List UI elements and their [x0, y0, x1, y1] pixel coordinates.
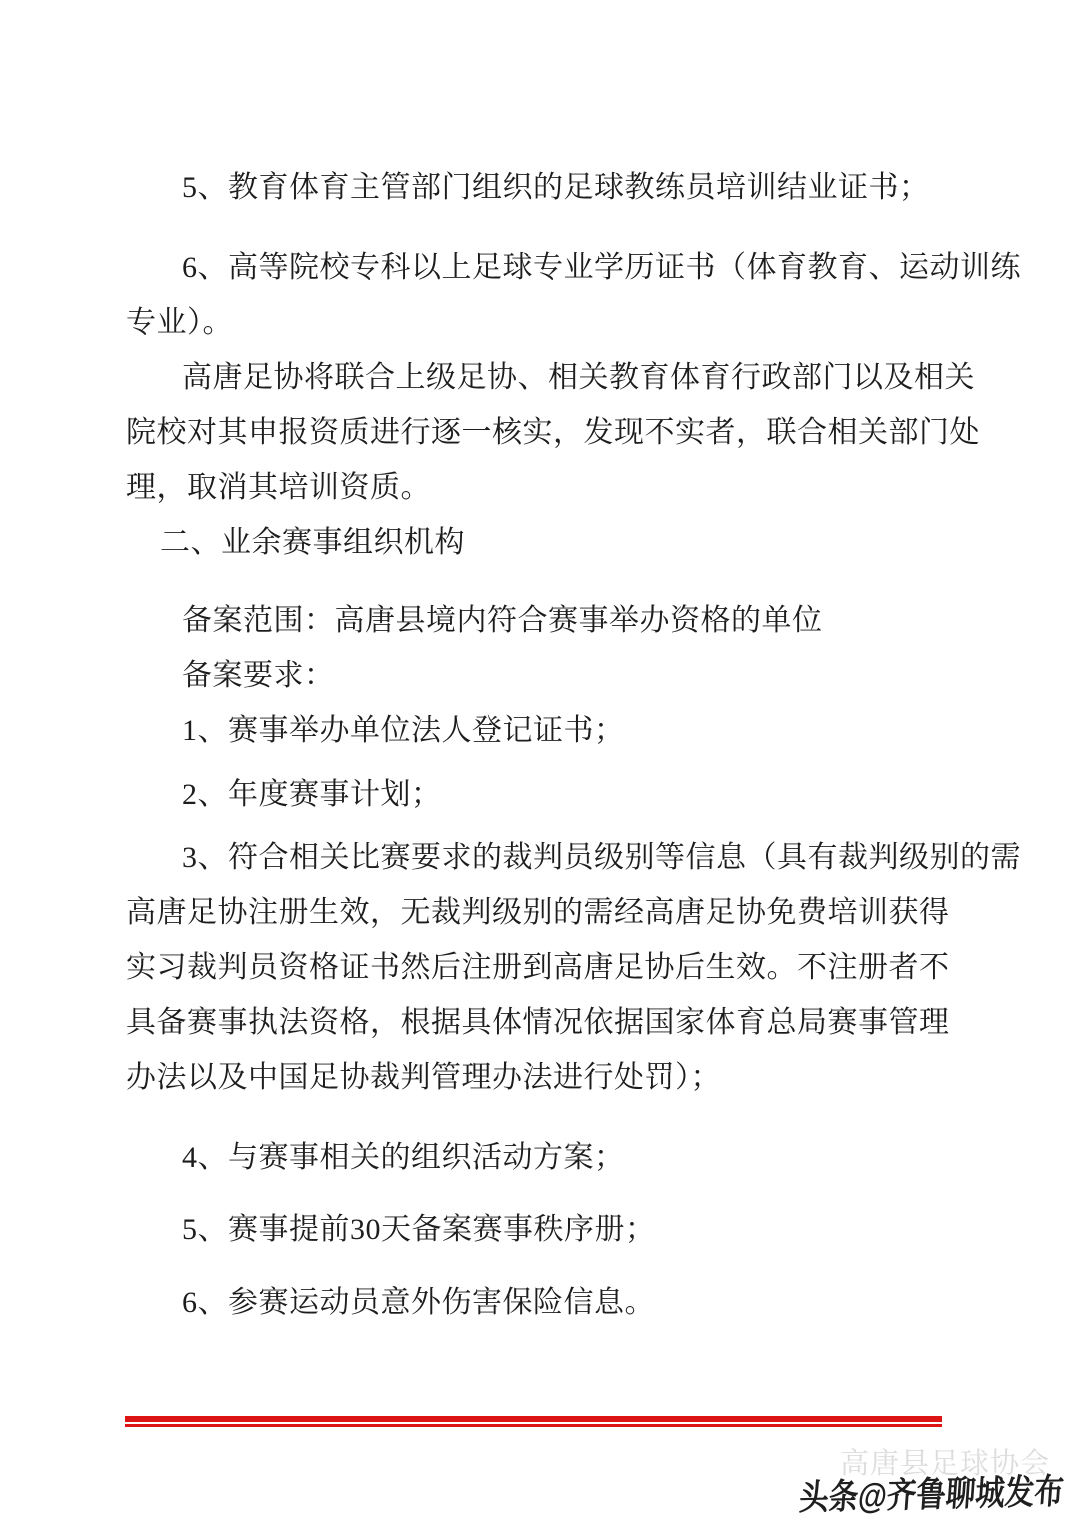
list1-item5-coach-cert: 5、教育体育主管部门组织的足球教练员培训结业证书； [182, 171, 930, 204]
list2-item6-insurance-info: 6、参赛运动员意外伤害保险信息。 [182, 1286, 655, 1319]
list2-item3-referee-line1: 3、符合相关比赛要求的裁判员级别等信息（具有裁判级别的需 [182, 841, 1021, 874]
section2-heading: 二、业余赛事组织机构 [160, 526, 465, 559]
list1-item6-degree-line2: 专业）。 [126, 306, 233, 339]
list2-item3-referee-line4: 具备赛事执法资格，根据具体情况依据国家体育总局赛事管理 [126, 1006, 950, 1039]
para-verification-line2: 院校对其申报资质进行逐一核实，发现不实者，联合相关部门处 [126, 416, 980, 449]
filing-requirements-label: 备案要求： [182, 659, 335, 692]
watermark [680, 1416, 1080, 1526]
watermark-source-association-text: 高唐县足球协会 [839, 1448, 1050, 1480]
document-body [126, 160, 1021, 1330]
list2-item2-annual-plan: 2、年度赛事计划； [182, 778, 442, 811]
list2-item5-roster-filing: 5、赛事提前30天备案赛事秩序册； [182, 1213, 656, 1246]
list1-item6-degree-line1: 6、高等院校专科以上足球专业学历证书（体育教育、运动训练 [182, 251, 1021, 284]
list2-item4-activity-plan: 4、与赛事相关的组织活动方案； [182, 1141, 625, 1174]
watermark-toutiao-text: 头条@齐鲁聊城发布 [797, 1472, 1065, 1518]
para-verification-line1: 高唐足协将联合上级足协、相关教育体育行政部门以及相关 [182, 361, 975, 394]
list2-item3-referee-line2: 高唐足协注册生效，无裁判级别的需经高唐足协免费培训获得 [126, 896, 950, 929]
list2-item1-legal-cert: 1、赛事举办单位法人登记证书； [182, 714, 625, 747]
list2-item3-referee-line5: 办法以及中国足协裁判管理办法进行处罚）； [126, 1061, 721, 1094]
list2-item3-referee-line3: 实习裁判员资格证书然后注册到高唐足协后生效。不注册者不 [126, 951, 950, 984]
filing-scope: 备案范围：高唐县境内符合赛事举办资格的单位 [182, 604, 823, 637]
para-verification-line3: 理，取消其培训资质。 [126, 471, 431, 504]
